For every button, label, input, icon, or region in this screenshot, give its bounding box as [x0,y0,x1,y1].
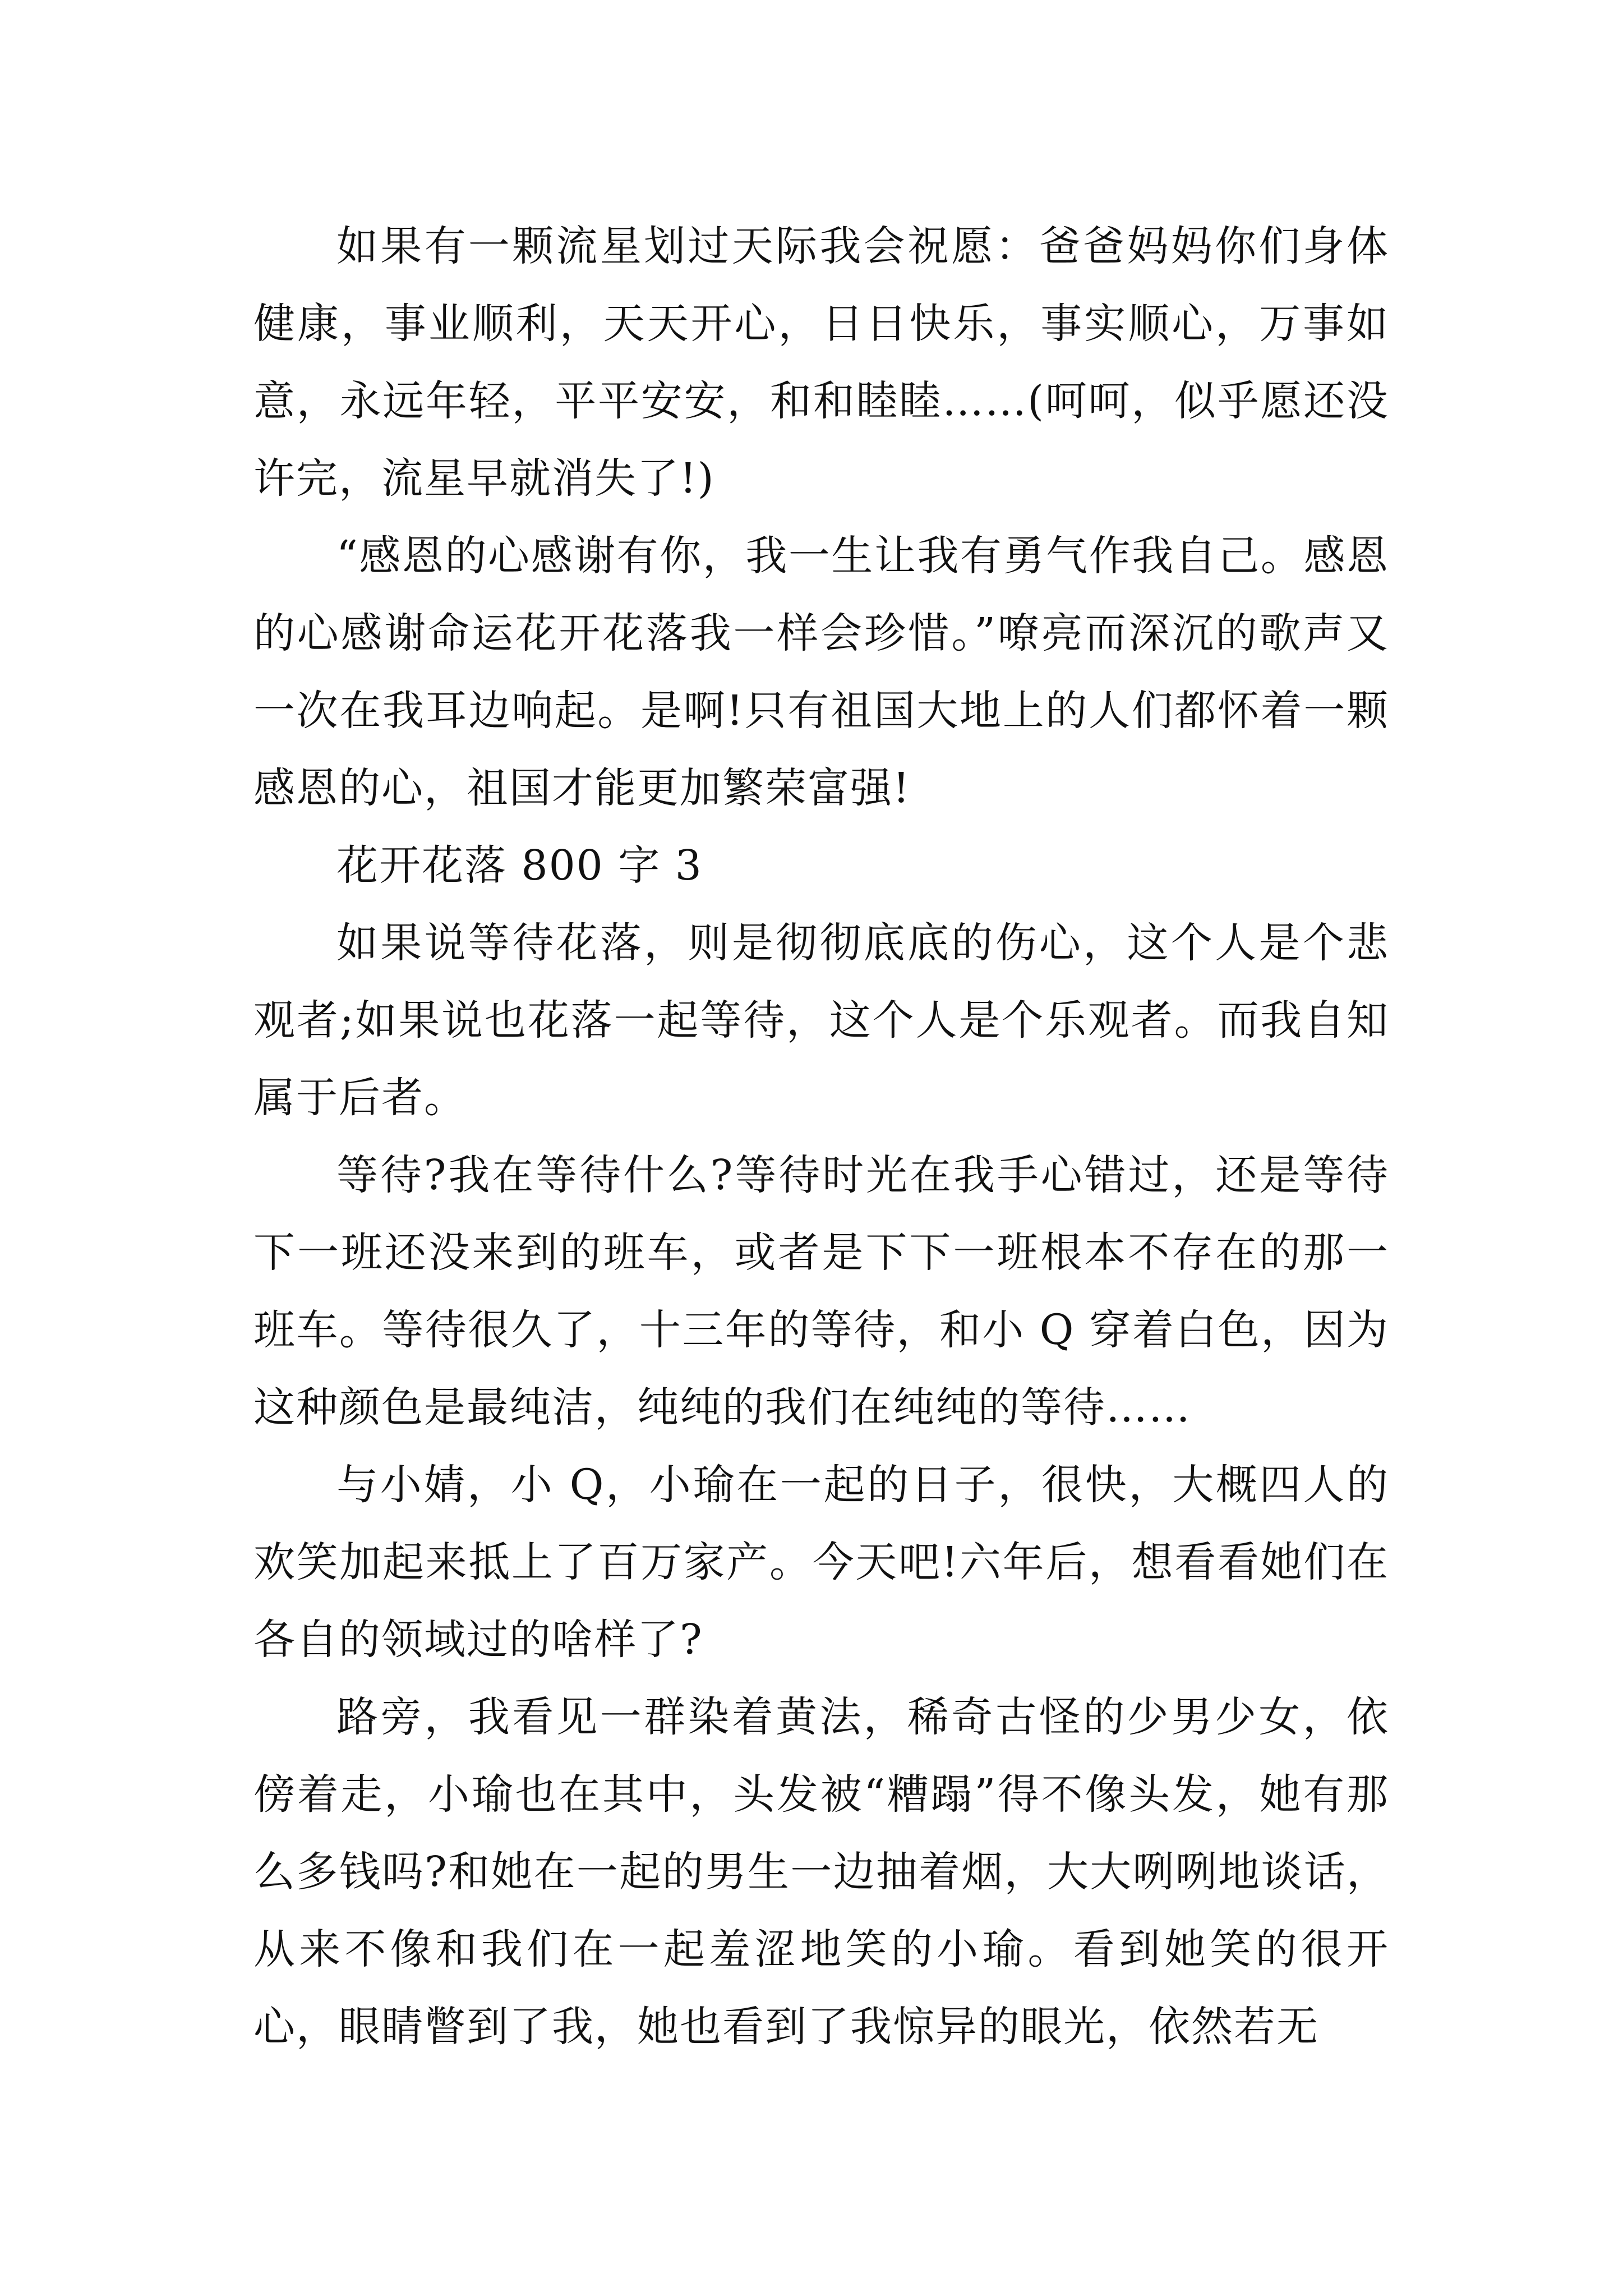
paragraph-6: 路旁，我看见一群染着黄法，稀奇古怪的少男少女，依傍着走，小瑜也在其中，头发被“糟蹋”得不像头发，她有那么多钱吗?和她在一起的男生一边抽着烟，大大咧咧地谈话，从来不像和我们在一起羞涩地笑的小瑜。看到她笑的很开心，眼睛瞥到了我，她也看到了我惊异的眼光，依然若无 [253,1693,1389,2051]
paragraph-5: 与小婧，小 Q，小瑜在一起的日子，很快，大概四人的欢笑加起来抵上了百万家产。今天吧!六年后，想看看她们在各自的领域过的啥样了? [253,1461,1389,1664]
section-heading: 花开花落 800 字 3 [336,841,703,890]
paragraph-1: 如果有一颗流星划过天际我会祝愿：爸爸妈妈你们身体健康，事业顺利，天天开心，日日快乐，事实顺心，万事如意，永远年轻，平平安安，和和睦睦……(呵呵，似乎愿还没许完，流星早就消失了!) [253,222,1389,503]
paragraph-3: 如果说等待花落，则是彻彻底底的伤心，这个人是个悲观者;如果说也花落一起等待，这个人是个乐观者。而我自知属于后者。 [253,919,1389,1122]
paragraph-2: “感恩的心感谢有你，我一生让我有勇气作我自己。感恩的心感谢命运花开花落我一样会珍惜。”嘹亮而深沉的歌声又一次在我耳边响起。是啊!只有祖国大地上的人们都怀着一颗感恩的心，祖国才能更加繁荣富强! [253,532,1389,812]
paragraph-4: 等待?我在等待什么?等待时光在我手心错过，还是等待下一班还没来到的班车，或者是下下一班根本不存在的那一班车。等待很久了，十三年的等待，和小 Q 穿着白色，因为这种颜色是最纯洁，纯纯的我们在纯纯的等待…… [253,1151,1389,1432]
document-body [253,208,1389,2065]
